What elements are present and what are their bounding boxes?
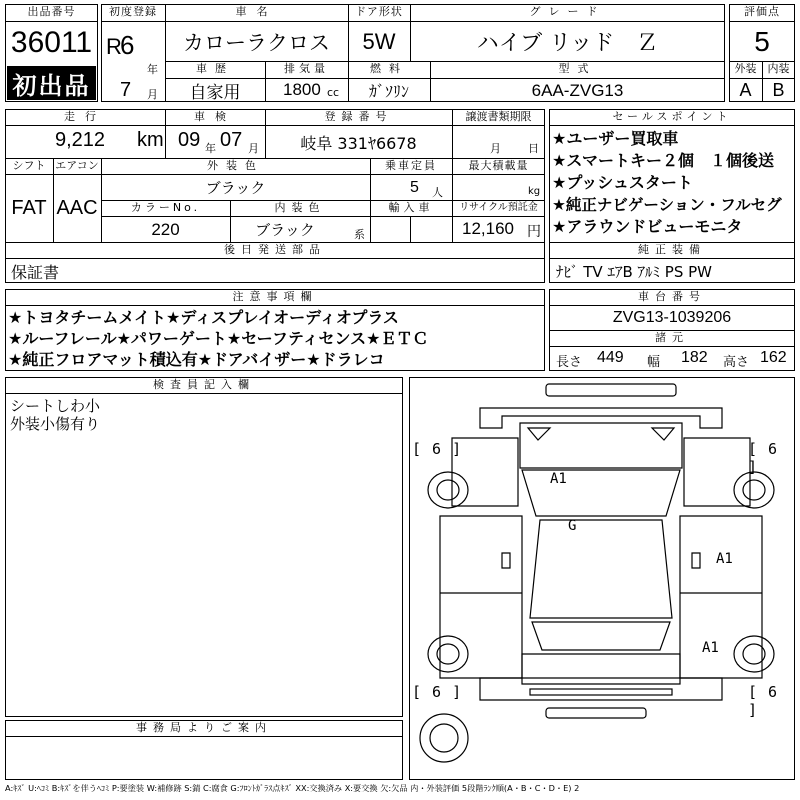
plate-number: 岐阜 331ﾔ6678 bbox=[300, 133, 417, 153]
door-label: ドア形状 bbox=[355, 5, 403, 18]
legend: A:ｷｽﾞ U:ﾍｺﾐ B:ｷｽﾞを伴うﾍｺﾐ P:要塗装 W:補修跡 S:錆 C:腐食 G:ﾌﾛﾝﾄｶﾞﾗｽ点ｷｽﾞ XX:交換済み X:要交換 欠:欠品 内・外装評価 5段階ﾗﾝｸ順(A・B・C・D・E) 2 bbox=[5, 783, 580, 793]
first-listing-badge: 初出品 bbox=[7, 66, 96, 100]
damage-mark-right-door: A1 bbox=[716, 551, 733, 567]
equipment: ﾅﾋﾞ TV ｴｱB ｱﾙﾐ PS PW bbox=[556, 262, 712, 281]
equipment-label: 純正装備 bbox=[638, 243, 706, 256]
model-label: 型式 bbox=[558, 62, 597, 75]
transfer-day: 日 bbox=[528, 142, 539, 155]
damage-mark-hood: A1 bbox=[550, 471, 567, 487]
width-label: 幅 bbox=[647, 355, 661, 370]
model-code: 6AA-ZVG13 bbox=[531, 80, 624, 100]
recycle-amount: 12,160 bbox=[462, 219, 514, 238]
ac-label: エアコン bbox=[55, 159, 99, 172]
inspector-label: 検査員記入欄 bbox=[153, 378, 255, 391]
sales-point-item: ★プッシュスタート bbox=[552, 173, 693, 192]
tire-tread-rear-left: [ 6 ] bbox=[412, 683, 463, 701]
load-unit: kg bbox=[528, 186, 541, 197]
insp-month-unit: 月 bbox=[248, 142, 259, 155]
car-name: カローラクロス bbox=[183, 30, 330, 55]
load-label: 最大積載量 bbox=[468, 159, 529, 172]
chassis-number: ZVG13-1039206 bbox=[612, 309, 732, 326]
later-parts: 保証書 bbox=[11, 262, 60, 282]
inspection-label: 車検 bbox=[194, 110, 236, 123]
first-reg-label: 初度登録 bbox=[109, 5, 157, 18]
int-color: ブラック bbox=[255, 221, 315, 239]
transfer-label: 譲渡書類期限 bbox=[465, 110, 532, 123]
score: 5 bbox=[754, 25, 770, 57]
note-line: ★ルーフレール★パワーゲート★セーフティセンス★ＥＴＣ bbox=[8, 329, 429, 348]
mileage: 9,212 bbox=[55, 129, 106, 151]
fuel: ｶﾞｿﾘﾝ bbox=[368, 82, 409, 101]
capacity: 5 bbox=[410, 179, 419, 196]
tire-tread-rear-right: [ 6 ] bbox=[748, 683, 779, 719]
grade-label: グレード bbox=[529, 5, 606, 18]
int-color-label: 内装色 bbox=[274, 201, 326, 214]
mileage-unit: km bbox=[137, 129, 164, 151]
year-unit: 年 bbox=[147, 63, 158, 76]
length: 449 bbox=[597, 349, 624, 366]
import-label: 輸入車 bbox=[388, 201, 434, 214]
era: R bbox=[106, 34, 122, 59]
ext-color: ブラック bbox=[205, 179, 266, 197]
int-label: 内装 bbox=[767, 62, 790, 75]
inspector-line: シートしわ小 bbox=[10, 397, 101, 415]
ext-color-label: 外装色 bbox=[207, 159, 264, 172]
sales-point-item: ★アラウンドビューモニタ bbox=[552, 217, 743, 236]
lot-number: 36011 bbox=[10, 26, 93, 59]
ext-grade: A bbox=[739, 80, 752, 100]
car-outline-icon bbox=[410, 378, 793, 778]
capacity-label: 乗車定員 bbox=[385, 159, 437, 172]
damage-mark-right-rear: A1 bbox=[702, 640, 719, 656]
history: 自家用 bbox=[189, 83, 241, 103]
sales-point-item: ★ユーザー買取車 bbox=[552, 129, 679, 148]
insp-year-unit: 年 bbox=[205, 142, 216, 155]
inspector-line: 外装小傷有り bbox=[10, 415, 101, 433]
displacement-label: 排気量 bbox=[284, 62, 329, 75]
sales-points-label: セールスポイント bbox=[612, 110, 732, 123]
shift: FAT bbox=[11, 197, 47, 219]
door-type: 5W bbox=[362, 28, 396, 54]
transfer-month: 月 bbox=[490, 142, 501, 155]
displacement-unit: cc bbox=[327, 86, 340, 99]
note-line: ★トヨタチームメイト★ディスプレイオーディオプラス bbox=[8, 308, 399, 327]
recycle-label: リサイクル預託金 bbox=[459, 202, 538, 213]
score-label: 評価点 bbox=[744, 5, 780, 18]
int-grade: B bbox=[772, 80, 785, 100]
color-no: 220 bbox=[151, 219, 180, 239]
capacity-unit: 人 bbox=[432, 186, 443, 199]
reg-month: 7 bbox=[120, 79, 132, 101]
car-name-label: 車名 bbox=[235, 5, 278, 18]
length-label: 長さ bbox=[556, 355, 583, 370]
height-label: 高さ bbox=[723, 355, 750, 370]
displacement: 1800 bbox=[283, 80, 321, 99]
damage-mark-windshield: G bbox=[568, 518, 577, 534]
tire-tread-front-right: [ 6 ] bbox=[748, 440, 779, 476]
later-parts-label: 後日発送部品 bbox=[224, 243, 326, 256]
tire-tread-front-left: [ 6 ] bbox=[412, 440, 463, 458]
insp-year: 09 bbox=[178, 129, 201, 151]
note-line: ★純正フロアマット積込有★ドアバイザー★ドラレコ bbox=[8, 350, 385, 369]
chassis-label: 車台番号 bbox=[638, 290, 706, 303]
office-label: 事務局よりご案内 bbox=[136, 721, 272, 734]
history-label: 車歴 bbox=[196, 62, 234, 75]
shift-label: シフト bbox=[12, 159, 46, 172]
dims-label: 諸元 bbox=[655, 331, 689, 344]
lot-label: 出品番号 bbox=[27, 5, 76, 18]
width: 182 bbox=[681, 349, 708, 366]
mileage-label: 走行 bbox=[64, 110, 106, 123]
grade: ハイブ リッド Ｚ bbox=[476, 31, 659, 56]
ac: AAC bbox=[56, 197, 98, 219]
notes-label: 注意事項欄 bbox=[232, 290, 318, 303]
damage-diagram bbox=[409, 377, 795, 780]
reg-year: 6 bbox=[120, 30, 135, 60]
month-unit: 月 bbox=[147, 88, 158, 101]
height: 162 bbox=[760, 349, 787, 366]
fuel-label: 燃料 bbox=[370, 62, 408, 75]
recycle-unit: 円 bbox=[527, 224, 541, 240]
sales-point-item: ★スマートキー２個 １個後送 bbox=[552, 151, 775, 170]
plate-label: 登録番号 bbox=[324, 110, 393, 123]
int-color-suffix: 系 bbox=[354, 228, 365, 241]
color-no-label: カラーNo. bbox=[130, 201, 201, 214]
insp-month: 07 bbox=[220, 129, 243, 151]
sales-point-item: ★純正ナビゲーション・フルセグ bbox=[552, 196, 782, 214]
ext-label: 外装 bbox=[734, 62, 757, 75]
